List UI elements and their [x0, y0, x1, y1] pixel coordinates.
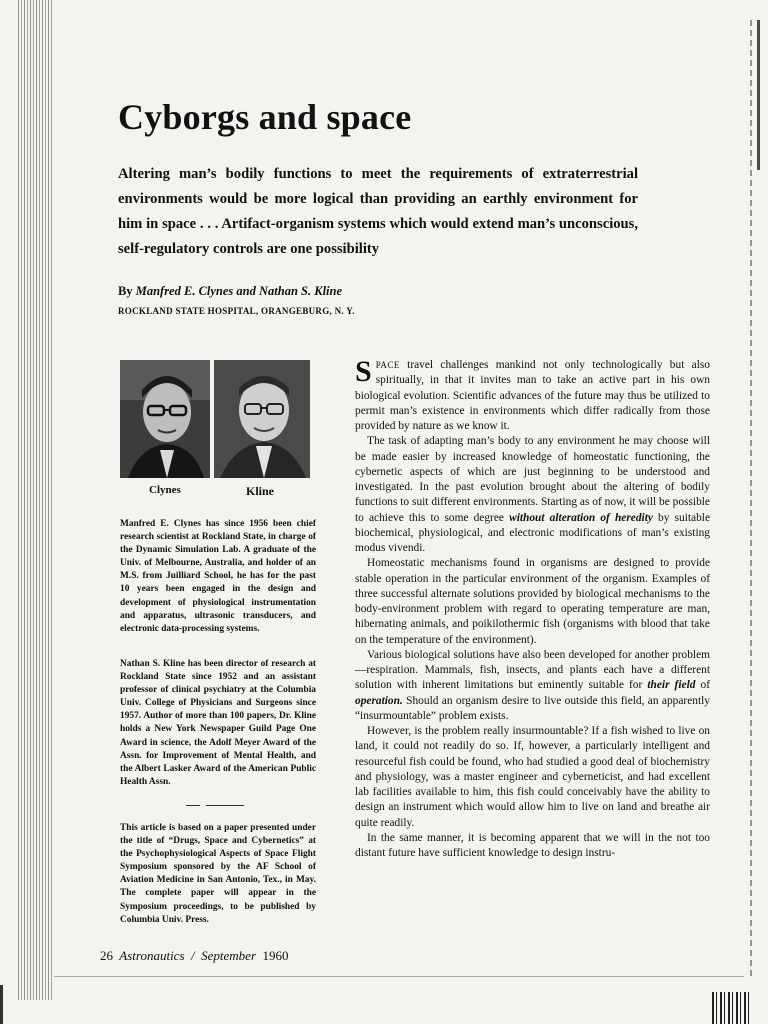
scan-edge-mark — [0, 985, 3, 1024]
body-paragraph: Homeostatic mechanisms found in organisms are designed to provide stable operation in the particular environment of the organism. Examples of three successful alternate solutions provided by biological mechanisms to the body-environment problem with regard to operating temperature are man, hibernating animals, and poikilothermic fish (organisms with blood that take on the temperature of the environment). — [355, 557, 710, 646]
bio-kline: Nathan S. Kline has been director of research at Rockland State since 1952 and an assistant professor of clinical psychiatry at the Columbia Univ. College of Physicians and Surgeons since 1957. Author of more than 100 papers, Dr. Kline holds a New York Newspaper Guild Page One Award in science, the Adolf Meyer Award of the Assn. for Improvement of Mental Health, and the Albert Lasker Award of the American Public Health Assn. — [120, 659, 316, 787]
byline-prefix: By — [118, 284, 133, 298]
body-paragraph: However, is the problem really insurmountable? If a fish wished to live on land, it could not readily do so. If, however, a particularly intelligent and resourceful fish could be found, who had studied a good deal of biochemistry and physiology, was a master engineer and cyberneticist, and had excellent lab facilities available to him, this fish could conceivably have the ability to design an instrument which would allow him to live on land and breathe air quite readily. — [355, 725, 710, 829]
body-paragraph — [355, 434, 710, 556]
issue-month: September — [201, 948, 257, 963]
caption-clynes: Clynes — [149, 484, 181, 496]
footer-line — [54, 976, 744, 977]
portrait-clynes — [120, 360, 210, 478]
scan-right-edge-dark — [757, 20, 760, 170]
paragraph-text: travel challenges mankind not only technologically but also spiritually, in that it invites man to take an active part in his own biological evolution. Scientific advances of the future may thus be utilized to permit man’s existence in environments which differ radically from those provided by nature as we know it. — [355, 359, 710, 432]
body-paragraph: In the same manner, it is becoming apparent that we will in the not too distant future have sufficient knowledge to design instru- — [355, 831, 710, 859]
scan-right-edge — [750, 20, 752, 980]
paragraph-text: The task of adapting man’s body to any environment he may choose will be made easier by increased knowledge of homeostatic functioning, the cybernetic aspects of which are just beginning to be understood and investigated. In the past evolution brought about the altering of bodily functions to suit different environments. Starting as of now, it will be possible to achieve this to some degree — [355, 435, 710, 524]
magazine-name: Astronautics — [119, 948, 185, 963]
article-source-note: This article is based on a paper presented under the title of “Drugs, Space and Cybernetics” at the Psychophysiological Aspects of Space Flight Symposium sponsored by the AF School of Aviation Medicine in San Antonio, Tex., in May. The complete paper will appear in the Symposium proceedings, to be published by Columbia Univ. Press. — [120, 823, 316, 925]
issue-year: 1960 — [262, 948, 289, 963]
paragraph-text: of — [695, 679, 710, 692]
body-paragraph — [355, 355, 710, 434]
byline — [118, 284, 518, 299]
scan-corner-marks — [712, 992, 752, 1024]
article-body — [355, 355, 711, 861]
page-footer — [100, 948, 289, 964]
paragraph-text: Various biological solutions have also been developed for another problem—respiration. Mammals, fish, insects, and plants each have a different solution with inherent limitations but eminently suitable for — [355, 648, 710, 692]
separator-rule — [186, 805, 200, 806]
emphasis: operation. — [355, 694, 403, 707]
portrait-kline-image — [214, 360, 310, 478]
drop-cap: S — [355, 355, 372, 388]
emphasis: their field — [647, 679, 696, 692]
scan-binding-edge — [18, 0, 52, 1000]
article-title: Cyborgs and space — [118, 97, 412, 137]
byline-authors: Manfred E. Clynes and Nathan S. Kline — [135, 284, 343, 298]
body-paragraph — [355, 648, 710, 724]
smallcaps-lead: PACE — [375, 360, 400, 370]
paragraph-text: Should an organism desire to live outside this field, an apparently “insurmountable” problem exists. — [355, 694, 710, 722]
bio-clynes: Manfred E. Clynes has since 1956 been chief research scientist at Rockland State, in charge of the Dynamic Simulation Lab. A graduate of the Univ. of Melbourne, Australia, and holder of an M.S. from Juilliard School, he has for the past 10 years been engaged in the design and development of physiological instrumentation and apparatus, ultrasonic transducers, and electronic data-processing systems. — [120, 519, 316, 634]
paragraph-text: by suitable biochemical, physiological, and electronic modifications of man’s existing modus vivendi. — [355, 511, 711, 554]
emphasis: without alteration of heredity — [509, 511, 653, 524]
portrait-clynes-image — [120, 360, 210, 478]
separator-rule — [206, 805, 244, 806]
article-deck: Altering man’s bodily functions to meet the requirements of extraterrestrial environments would be more logical than providing an earthly environment for him in space . . . Artifact-organism systems which would extend man’s unconscious, self-regulatory controls are one possibility — [118, 166, 638, 257]
footer-separator: / — [191, 948, 195, 963]
caption-kline: Kline — [246, 484, 275, 498]
author-affiliation: ROCKLAND STATE HOSPITAL, ORANGEBURG, N. Y. — [118, 306, 355, 316]
page-number: 26 — [100, 948, 113, 963]
portrait-kline — [214, 360, 310, 478]
